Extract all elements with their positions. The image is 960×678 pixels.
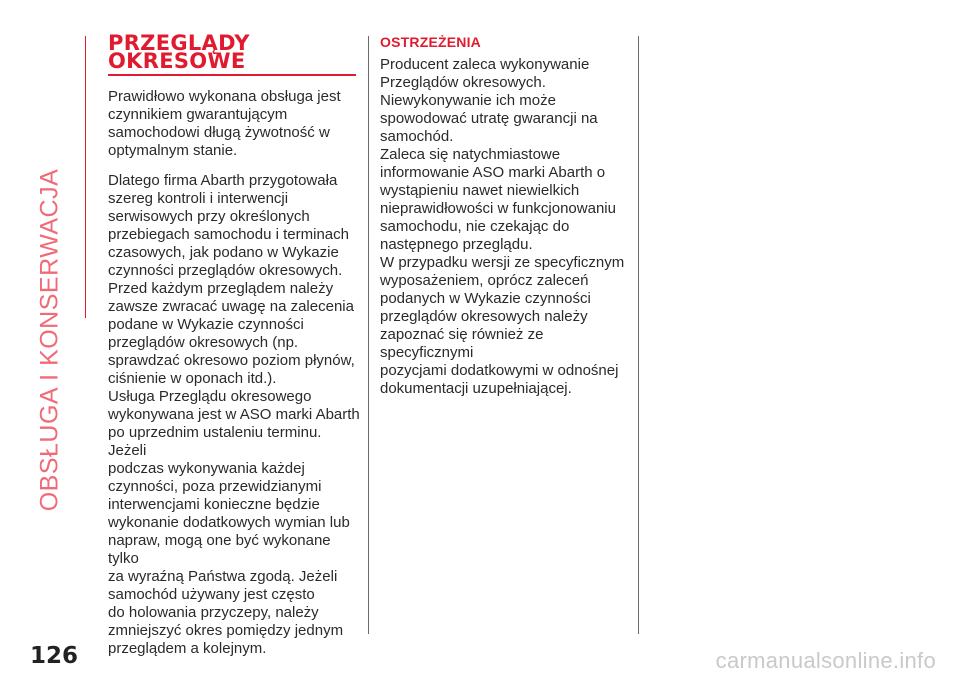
paragraph-service: Usługa Przeglądu okresowego wykonywana jest w ASO marki Abarth po uprzednim ustaleniu terminu. Jeżeli podczas wykonywania każdej czynności, poza przewidzianymi interwencjami konieczne będzie wykonanie dodatkowych wymian lub napraw, mogą one być wykonane tylko za wyraźną Państwa zgodą. Jeżeli samochód używany jest często do holowania przyczepy, należy zmniejszyć okres pomiędzy jednym przeglądem a kolejnym. xyxy=(108,388,360,657)
paragraph-inspections: Dlatego firma Abarth przygotowała szereg kontroli i interwencji serwisowych przy określonych przebiegach samochodu i terminach czasowych, jak podano w Wykazie czynności przeglądów okresowych. Przed każdym przeglądem należy zawsze zwracać uwagę na zalecenia podane w Wykazie czynności przeglądów okresowych (np. sprawdzać okresowo poziom płynów, ciśnienie w oponach itd.). xyxy=(108,172,355,387)
page-heading: PRZEGLĄDY OKRESOWE xyxy=(108,31,250,73)
warning-column xyxy=(380,34,632,398)
side-accent-rule xyxy=(85,36,86,318)
column-divider-right xyxy=(638,36,639,634)
heading-underline xyxy=(108,74,356,76)
watermark: carmanualsonline.info xyxy=(715,648,936,673)
warning-title: OSTRZEŻENIA xyxy=(380,34,481,50)
left-column xyxy=(108,31,360,658)
column-divider-left xyxy=(368,36,369,634)
page-number: 126 xyxy=(30,643,79,669)
section-side-label: OBSŁUGA I KONSERWACJA xyxy=(35,168,64,512)
warning-body: Producent zaleca wykonywanie Przeglądów okresowych. Niewykonywanie ich może spowodować utratę gwarancji na samochód. Zaleca się natychmiastowe informowanie ASO marki Abarth o wystąpieniu nawet niewielkich nieprawidłowości w funkcjonowaniu samochodu, nie czekając do następnego przeglądu. W przypadku wersji ze specyficznym wyposażeniem, oprócz zaleceń podanych w Wykazie czynności przeglądów okresowych należy zapoznać się również ze specyficznymi pozycjami dodatkowymi w odnośnej dokumentacji uzupełniającej. xyxy=(380,56,625,397)
paragraph-intro: Prawidłowo wykonana obsługa jest czynnikiem gwarantującym samochodowi długą żywotność w optymalnym stanie. xyxy=(108,88,341,159)
